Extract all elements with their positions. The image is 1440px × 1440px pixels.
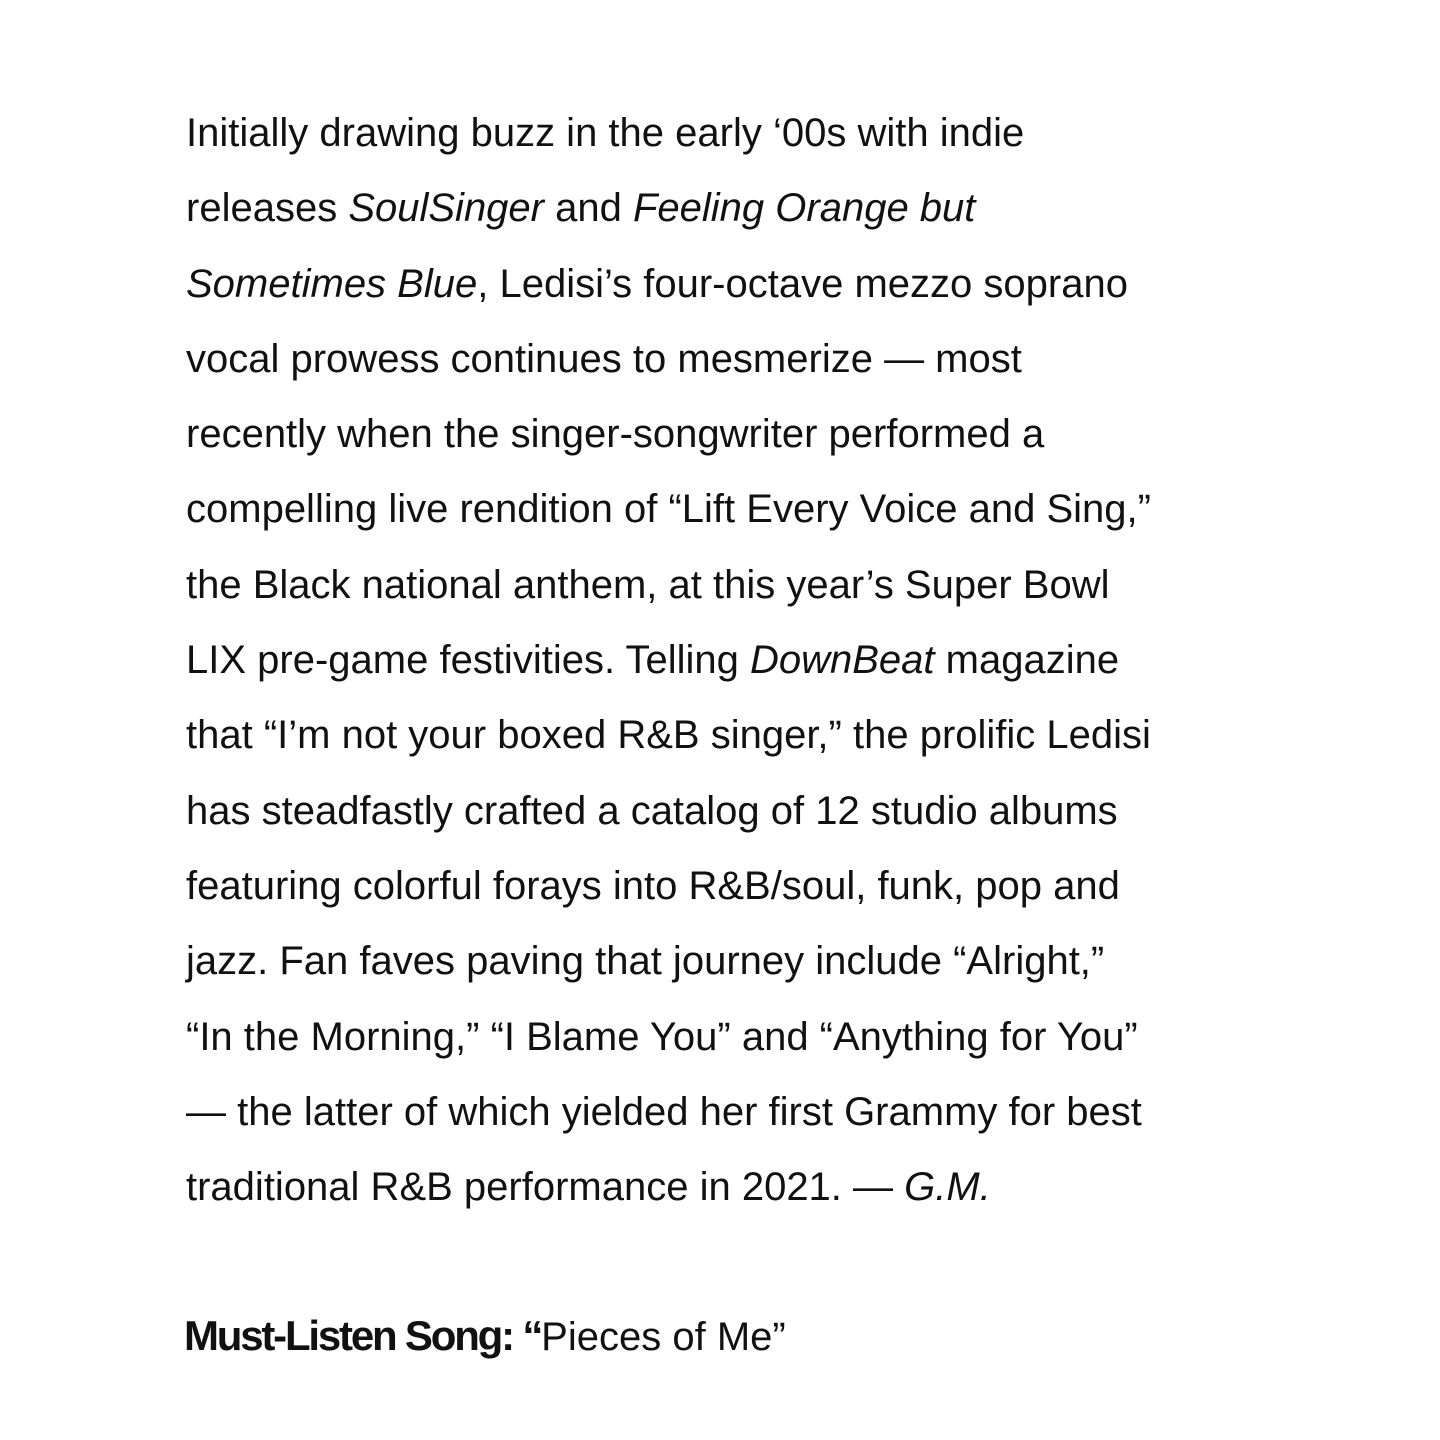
- paragraph-line: [186, 397, 1266, 472]
- italic-text: Sometimes Blue: [186, 261, 478, 306]
- text-run: , Ledisi’s four-octave mezzo soprano: [477, 261, 1128, 306]
- text-run: has steadfastly crafted a catalog of 12 studio albums: [186, 788, 1118, 833]
- text-run: that “I’m not your boxed R&B singer,” the prolific Ledisi: [186, 713, 1151, 758]
- text-run: “In the Morning,” “I Blame You” and “Anything for You”: [186, 1014, 1138, 1059]
- text-run: LIX pre-game festivities. Telling: [186, 638, 750, 683]
- text-run: the Black national anthem, at this year’s Super Bowl: [186, 562, 1110, 607]
- text-run: featuring colorful forays into R&B/soul, funk, pop and: [186, 863, 1120, 908]
- text-run: recently when the singer-songwriter performed a: [186, 412, 1045, 457]
- paragraph-line: [186, 322, 1266, 397]
- text-run: Initially drawing buzz in the early ‘00s with indie: [186, 111, 1025, 155]
- paragraph-line: [186, 96, 1266, 171]
- text-run: and: [544, 186, 633, 231]
- text-run: jazz. Fan faves paving that journey include “Alright,”: [186, 939, 1105, 984]
- italic-text: Feeling Orange but: [632, 186, 976, 231]
- paragraph-line: [186, 247, 1266, 322]
- paragraph-line: [186, 698, 1266, 773]
- text-run: magazine: [934, 638, 1120, 683]
- paragraph-line: [186, 171, 1266, 246]
- text-run: — the latter of which yielded her first Grammy for best: [186, 1089, 1142, 1134]
- italic-text: SoulSinger: [348, 186, 544, 231]
- paragraph-line: [186, 623, 1266, 698]
- text-run: traditional R&B performance in 2021. —: [186, 1165, 905, 1210]
- italic-text: DownBeat: [749, 638, 935, 683]
- text-run: vocal prowess continues to mesmerize — most: [186, 336, 1022, 381]
- text-run: releases: [186, 186, 349, 231]
- must-listen-title: Pieces of Me”: [541, 1315, 786, 1359]
- paragraph-line: [186, 472, 1266, 547]
- text-run: compelling live rendition of “Lift Every Voice and Sing,”: [186, 487, 1151, 532]
- paragraph-line: [186, 1150, 1266, 1225]
- must-listen-label: Must-Listen Song: “: [184, 1312, 542, 1359]
- paragraph-line: [186, 774, 1266, 849]
- must-listen-song: [184, 1306, 786, 1367]
- paragraph-line: [186, 924, 1266, 999]
- italic-text: G.M.: [904, 1165, 991, 1210]
- paragraph-line: [186, 1075, 1266, 1150]
- article-paragraph: [186, 96, 1266, 1225]
- paragraph-line: [186, 1000, 1266, 1075]
- paragraph-line: [186, 548, 1266, 623]
- paragraph-line: [186, 849, 1266, 924]
